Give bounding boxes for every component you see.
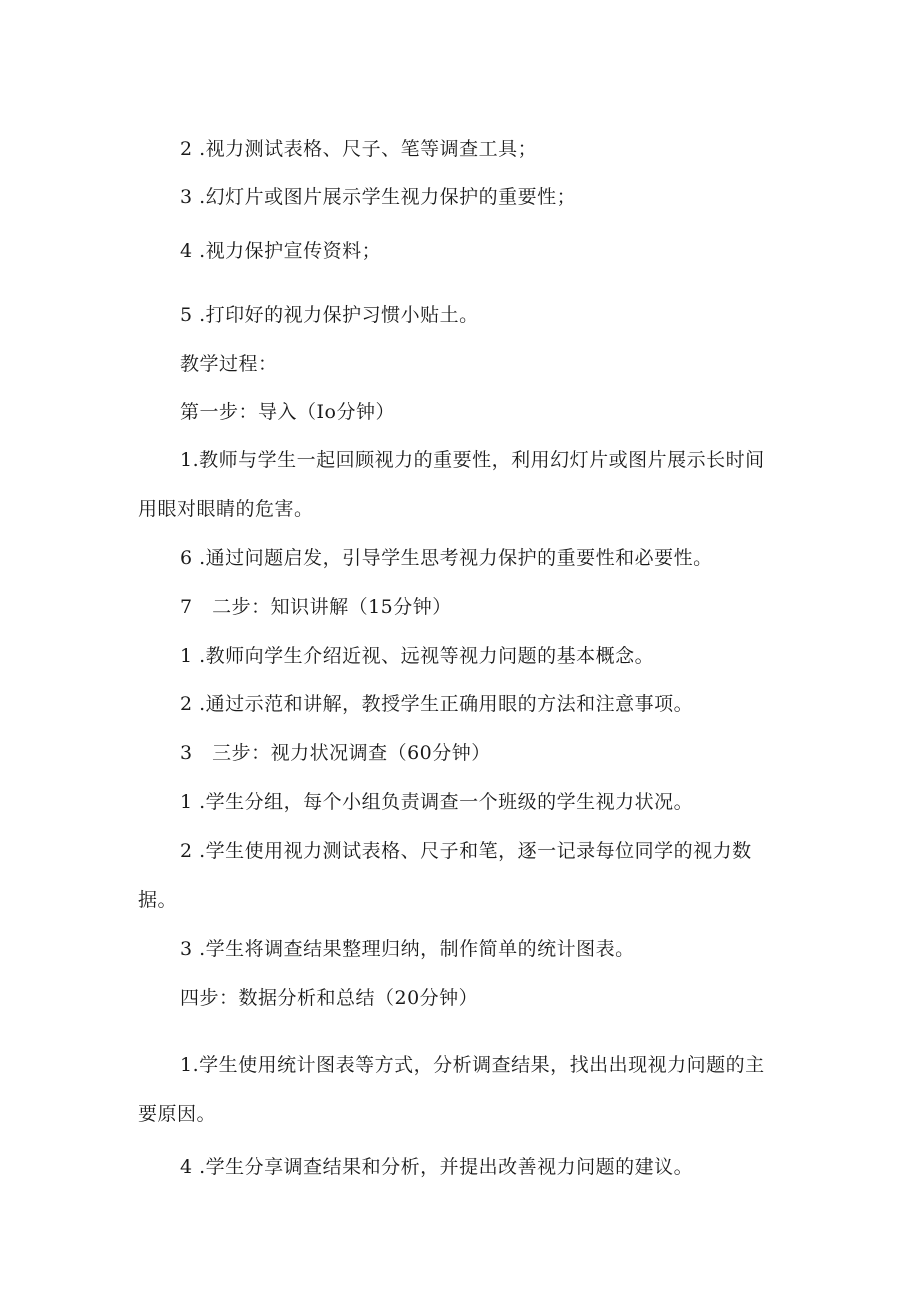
section-heading-teaching-process: 教学过程： [180, 353, 278, 375]
paragraph-step3-item2-cont: 据。 [138, 889, 178, 911]
paragraph-step3-item3: 3 .学生将调查结果整理归纳，制作简单的统计图表。 [180, 938, 635, 960]
paragraph-step4-item1: 1.学生使用统计图表等方式，分析调查结果，找出出现视力问题的主 [180, 1054, 765, 1076]
step-heading-2: 7 二步：知识讲解（15分钟） [180, 596, 452, 618]
paragraph-materials-5: 5 .打印好的视力保护习惯小贴土。 [180, 304, 479, 326]
paragraph-step3-item1: 1 .学生分组，每个小组负责调查一个班级的学生视力状况。 [180, 791, 694, 813]
paragraph-step4-item1-cont: 要原因。 [138, 1103, 217, 1125]
paragraph-materials-4: 4 .视力保护宣传资料； [180, 240, 382, 262]
paragraph-materials-3: 3 .幻灯片或图片展示学生视力保护的重要性； [180, 186, 577, 208]
paragraph-step1-item2: 6 .通过问题启发，引导学生思考视力保护的重要性和必要性。 [180, 547, 713, 569]
paragraph-step2-item2: 2 .通过示范和讲解，教授学生正确用眼的方法和注意事项。 [180, 693, 694, 715]
paragraph-step4-item2: 4 .学生分享调查结果和分析，并提出改善视力问题的建议。 [180, 1156, 694, 1178]
step-heading-3: 3 三步：视力状况调查（60分钟） [180, 742, 491, 764]
paragraph-step3-item2: 2 .学生使用视力测试表格、尺子和笔，逐一记录每位同学的视力数 [180, 840, 752, 862]
paragraph-step2-item1: 1 .教师向学生介绍近视、远视等视力问题的基本概念。 [180, 645, 655, 667]
step-heading-4: 四步：数据分析和总结（20分钟） [180, 987, 479, 1009]
paragraph-step1-item1-cont: 用眼对眼睛的危害。 [138, 498, 314, 520]
step-heading-1: 第一步：导入（Io分钟） [180, 401, 395, 423]
paragraph-materials-2: 2 .视力测试表格、尺子、笔等调查工具； [180, 138, 538, 160]
paragraph-step1-item1: 1.教师与学生一起回顾视力的重要性，利用幻灯片或图片展示长时间 [180, 449, 765, 471]
